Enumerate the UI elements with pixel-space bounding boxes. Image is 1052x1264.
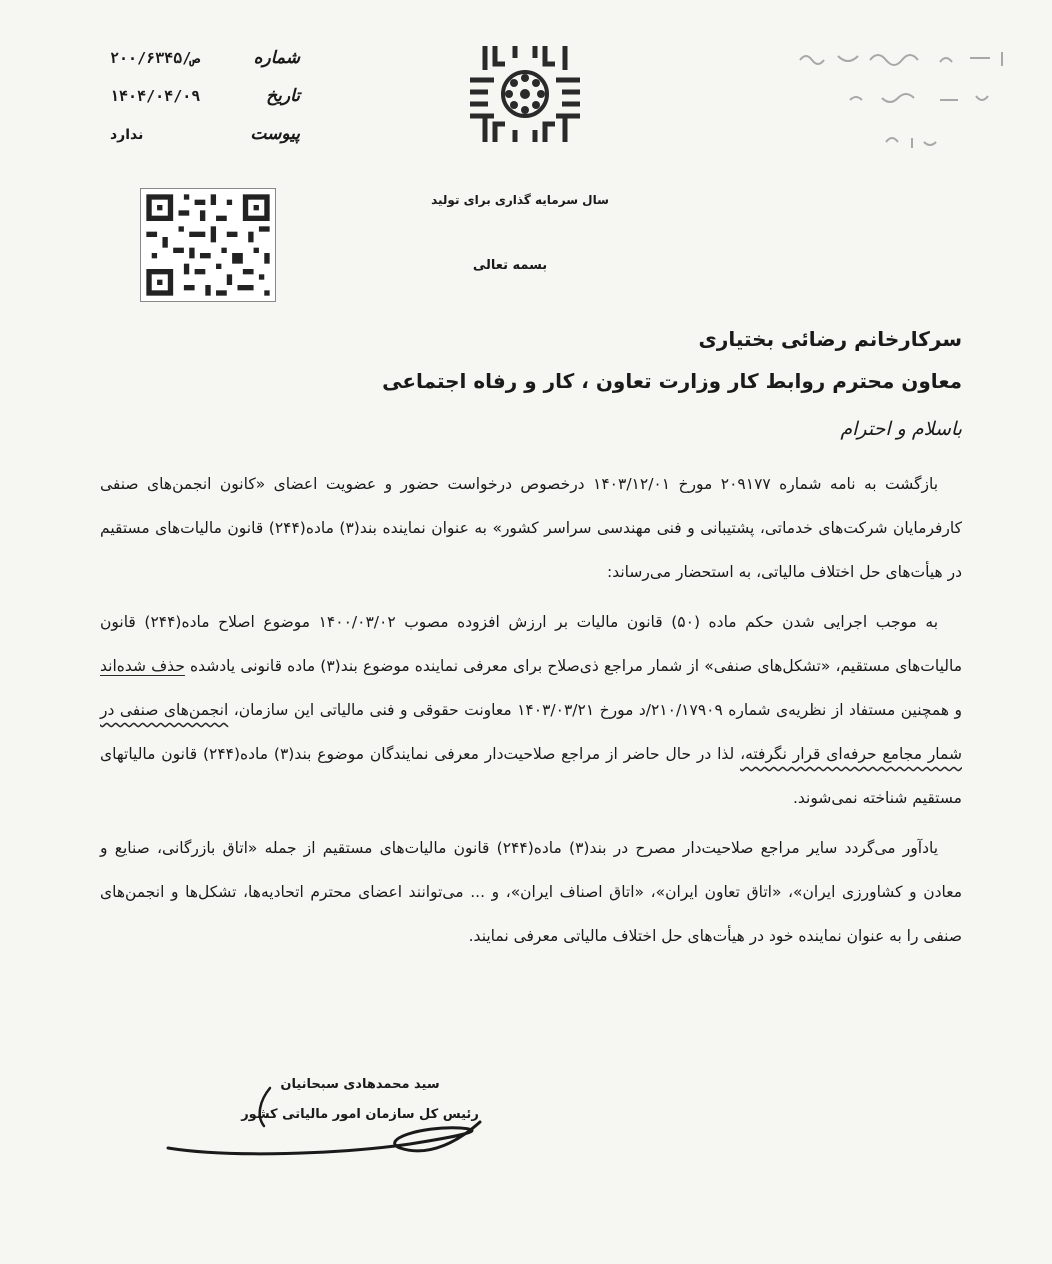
recipient-name: سرکارخانم رضائی بختیاری — [698, 327, 962, 351]
letter-attachment-row — [110, 124, 300, 162]
letter-number: ۲۰۰/۶۳۴۵/ص — [110, 49, 201, 67]
handwritten-salutation: باسلام و احترام — [840, 418, 962, 440]
letter-date-label: تاریخ — [266, 86, 300, 106]
letter-number-label: شماره — [253, 48, 300, 68]
signer-title: رئیس کل سازمان امور مالیاتی کشور — [241, 1107, 479, 1122]
underlined-phrase: حذف شده‌اند — [100, 657, 185, 675]
paragraph-2-part-a: به موجب اجرایی شدن حکم ماده (۵۰) قانون مالیات بر ارزش افزوده مصوب ۱۴۰۰/۰۳/۰۲ موضوع اصلاح ماده(۲۴۴) قانون مالیات‌های مستقیم، «تشکل‌های صنفی» از شمار مراجع ذی‌صلاح برای معرفی نماینده موضوع بند(۳) ماده قانونی یادشده — [100, 613, 962, 675]
basmala-heading: بسمه تعالی — [472, 258, 548, 273]
year-slogan: سال سرمایه گذاری برای تولید — [431, 193, 609, 207]
handwritten-signature — [160, 1070, 500, 1170]
letter-attachment-label: پیوست — [250, 124, 300, 144]
body-paragraph-1: بازگشت به نامه شماره ۲۰۹۱۷۷ مورخ ۱۴۰۳/۱۲/۰۱ درخصوص درخواست حضور و عضویت اعضای «کانون انجمن‌های صنفی کارفرمایان شرکت‌های خدماتی، پشتیبانی و فنی مهندسی سراسر کشور» به عنوان نماینده بند(۳) ماده(۲۴۴) قانون مالیات‌های مستقیم در هیأت‌های حل اختلاف مالیاتی، به استحضار می‌رساند: — [100, 475, 962, 581]
letter-attachment: ندارد — [110, 127, 144, 143]
qr-code — [140, 188, 276, 302]
body-paragraph-2 — [100, 600, 962, 820]
recipient-position: معاون محترم روابط کار وزارت تعاون ، کار و رفاه اجتماعی — [382, 369, 962, 393]
wavy-underlined-phrase: انجمن‌های صنفی در شمار مجامع حرفه‌ای قرار نگرفته، — [100, 701, 962, 763]
recipient-block — [300, 318, 962, 402]
letter-date: ۱۴۰۴/۰۴/۰۹ — [110, 87, 201, 105]
letter-body — [100, 462, 962, 964]
letter-date-row — [110, 86, 300, 124]
letter-meta — [110, 48, 300, 162]
faint-handwritten-notes — [790, 38, 1030, 168]
letter-number-row — [110, 48, 300, 86]
body-paragraph-3: یادآور می‌گردد سایر مراجع صلاحیت‌دار مصرح در بند(۳) ماده(۲۴۴) قانون مالیات‌های مستقیم از جمله «اتاق بازرگانی، صنایع و معادن و کشاورزی ایران»، «اتاق تعاون ایران»، «اتاق اصناف ایران»، و ... می‌توانند اعضای محترم اتحادیه‌ها، تشکل‌ها و انجمن‌های صنفی را به عنوان نماینده خود در هیأت‌های حل اختلاف مالیاتی معرفی نمایند. — [100, 839, 962, 945]
paragraph-2-part-e: لذا در حال حاضر از مراجع صلاحیت‌دار معرفی نمایندگان موضوع بند(۳) ماده(۲۴۴) قانون مالیاتهای مستقیم شناخته نمی‌شوند. — [100, 745, 962, 807]
organization-emblem-icon — [460, 40, 590, 148]
signer-name: سید محمدهادی سبحانیان — [280, 1077, 440, 1092]
paragraph-2-part-c: و همچنین مستفاد از نظریه‌ی شماره ۲۱۰/۱۷۹۰۹/د مورخ ۱۴۰۳/۰۳/۲۱ معاونت حقوقی و فنی مالیاتی این سازمان، — [233, 701, 962, 719]
